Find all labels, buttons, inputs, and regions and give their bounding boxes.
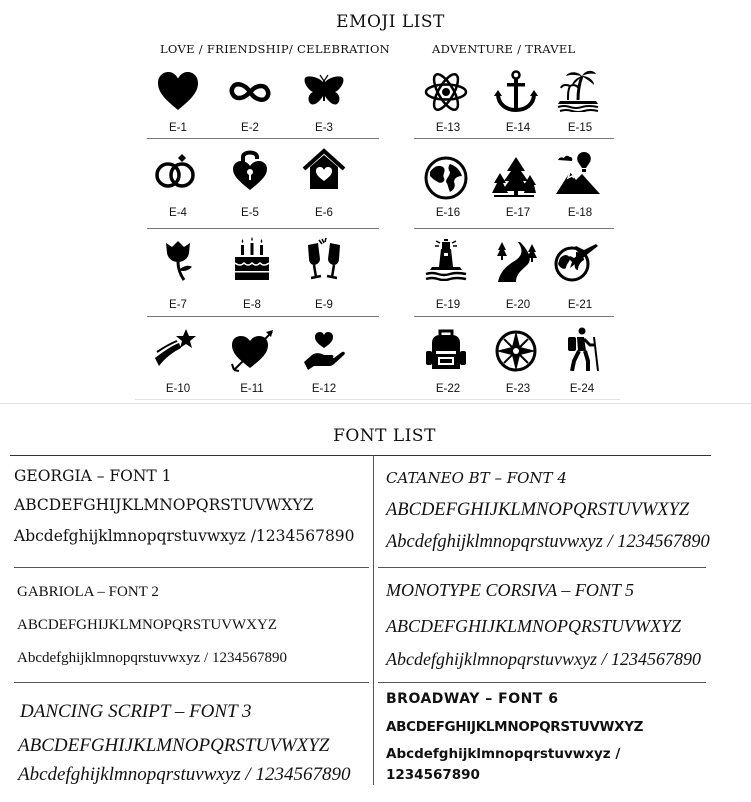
font-name-broadway: BROADWAY – FONT 6 xyxy=(386,691,559,707)
emoji-list-title: EMOJI LIST xyxy=(336,12,445,32)
champagne-glasses-icon xyxy=(302,237,346,281)
emoji-section-border xyxy=(135,399,620,400)
emoji-code: E-20 xyxy=(505,299,531,311)
font-sample-lowercase: Abcdefghijklmnopqrstuvwxyz / xyxy=(386,746,621,762)
emoji-code: E-18 xyxy=(567,207,593,219)
house-heart-icon xyxy=(302,147,346,191)
winding-road-icon xyxy=(494,240,538,284)
emoji-code: E-1 xyxy=(169,122,187,134)
font-sample-lowercase: Abcdefghijklmnopqrstuvwxyz / 1234567890 xyxy=(18,764,351,785)
backpack-icon xyxy=(424,327,468,371)
emoji-code: E-10 xyxy=(165,383,191,395)
emoji-code: E-14 xyxy=(505,122,531,134)
category-adventure: ADVENTURE / TRAVEL xyxy=(432,42,576,56)
font-sample-lowercase: Abcdefghijklmnopqrstuvwxyz /1234567890 xyxy=(14,527,355,545)
font-sample-uppercase: ABCDEFGHIJKLMNOPQRSTUVWXYZ xyxy=(14,496,314,514)
font-row-divider xyxy=(14,682,369,683)
infinity-icon xyxy=(228,70,272,114)
emoji-row-divider xyxy=(414,316,614,317)
category-love: LOVE / FRIENDSHIP/ CELEBRATION xyxy=(160,42,391,56)
font-name-monotype-corsiva: MONOTYPE CORSIVA – FONT 5 xyxy=(386,580,635,600)
anchor-icon xyxy=(494,70,538,114)
emoji-code: E-12 xyxy=(311,383,337,395)
font-list-title: FONT LIST xyxy=(333,426,436,446)
font-name-gabriola: GABRIOLA – FONT 2 xyxy=(17,584,159,600)
font-sample-uppercase: ABCDEFGHIJKLMNOPQRSTUVWXYZ xyxy=(17,617,278,633)
font-sample-lowercase: Abcdefghijklmnopqrstuvwxyz / 1234567890 xyxy=(386,649,701,669)
emoji-code: E-9 xyxy=(315,299,333,311)
emoji-code: E-7 xyxy=(169,299,187,311)
hand-heart-icon xyxy=(302,328,346,372)
birthday-cake-icon xyxy=(230,237,274,281)
emoji-code: E-6 xyxy=(315,207,333,219)
emoji-code: E-23 xyxy=(505,383,531,395)
emoji-row-divider xyxy=(147,138,379,139)
heart-arrow-icon xyxy=(230,328,274,372)
wedding-rings-icon xyxy=(153,149,197,193)
emoji-code: E-5 xyxy=(241,207,259,219)
font-sample-uppercase: ABCDEFGHIJKLMNOPQRSTUVWXYZ xyxy=(386,719,644,735)
emoji-code: E-11 xyxy=(240,383,264,395)
island-palm-icon xyxy=(556,68,600,112)
emoji-row-divider xyxy=(414,228,614,229)
font-row-divider xyxy=(378,567,706,568)
emoji-code: E-8 xyxy=(243,299,261,311)
font-name-georgia: GEORGIA – FONT 1 xyxy=(14,467,172,485)
emoji-code: E-19 xyxy=(435,299,461,311)
globe-icon xyxy=(424,156,468,200)
emoji-code: E-3 xyxy=(315,122,333,134)
font-name-cataneo: CATANEO BT – FONT 4 xyxy=(386,469,567,487)
font-sample-digits: 1234567890 xyxy=(386,767,480,783)
font-sample-uppercase: ABCDEFGHIJKLMNOPQRSTUVWXYZ xyxy=(18,735,330,756)
globe-airplane-icon xyxy=(554,240,598,284)
mountain-balloon-icon xyxy=(556,150,600,194)
lighthouse-icon xyxy=(424,237,468,281)
emoji-code: E-17 xyxy=(505,207,531,219)
font-name-dancing-script: DANCING SCRIPT – FONT 3 xyxy=(20,701,252,722)
font-row-divider xyxy=(378,682,706,683)
emoji-row-divider xyxy=(414,138,614,139)
shooting-star-icon xyxy=(153,326,197,370)
rose-icon xyxy=(156,237,200,281)
font-table-center-divider xyxy=(373,455,374,785)
emoji-code: E-21 xyxy=(567,299,593,311)
atom-icon xyxy=(424,70,468,114)
emoji-row-divider xyxy=(147,228,379,229)
section-divider xyxy=(0,403,751,404)
emoji-code: E-13 xyxy=(435,122,461,134)
emoji-code: E-15 xyxy=(567,122,593,134)
font-sample-uppercase: ABCDEFGHIJKLMNOPQRSTUVWXYZ xyxy=(386,616,681,636)
font-sample-lowercase: Abcdefghijklmnopqrstuvwxyz / 1234567890 xyxy=(386,532,710,552)
emoji-code: E-16 xyxy=(435,207,461,219)
font-sample-lowercase: Abcdefghijklmnopqrstuvwxyz / 1234567890 xyxy=(17,650,287,666)
hiker-icon xyxy=(558,327,602,371)
emoji-row-divider xyxy=(147,316,379,317)
emoji-code: E-24 xyxy=(569,383,595,395)
butterfly-icon xyxy=(302,70,346,114)
emoji-code: E-2 xyxy=(241,122,259,134)
emoji-code: E-4 xyxy=(169,207,187,219)
font-table-top-border xyxy=(10,455,711,456)
heart-padlock-icon xyxy=(228,147,272,191)
font-sample-uppercase: ABCDEFGHIJKLMNOPQRSTUVWXYZ xyxy=(386,500,690,520)
heart-icon xyxy=(156,70,200,114)
pine-trees-icon xyxy=(492,155,536,199)
emoji-code: E-22 xyxy=(435,383,461,395)
compass-icon xyxy=(494,329,538,373)
font-row-divider xyxy=(14,567,369,568)
